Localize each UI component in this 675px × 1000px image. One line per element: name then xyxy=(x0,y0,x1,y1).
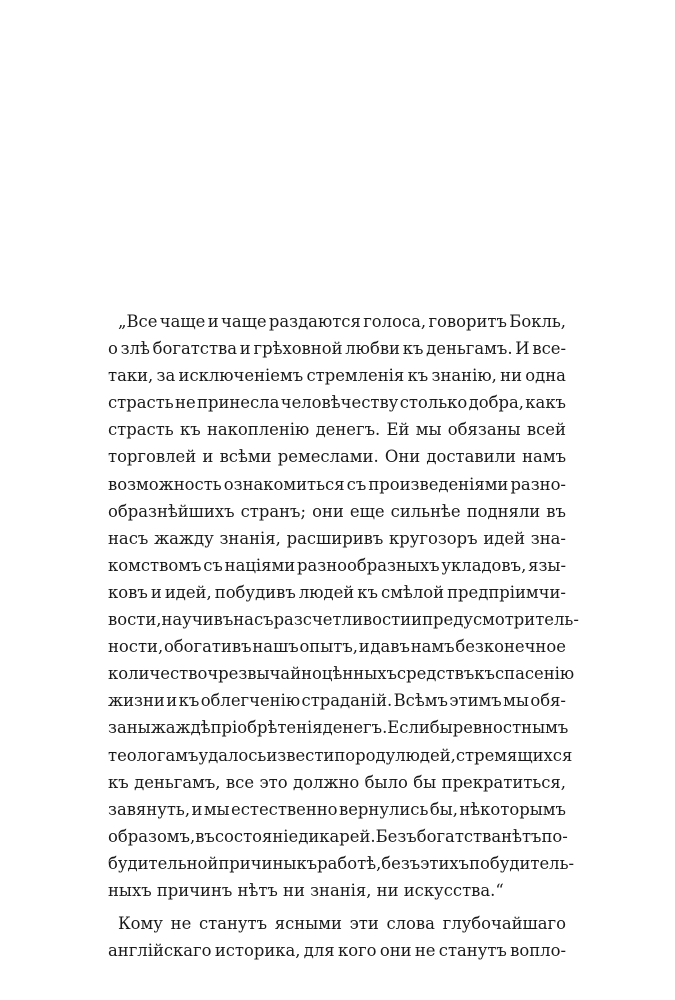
word: „Все xyxy=(118,312,158,331)
word: торговлей xyxy=(108,447,197,467)
word: для xyxy=(303,941,335,961)
word: чаще xyxy=(220,312,267,331)
word: не xyxy=(414,941,436,961)
word: не xyxy=(170,914,192,934)
word: жаждѣ xyxy=(150,718,211,738)
word: денегъ. xyxy=(315,420,381,440)
word: должно xyxy=(293,772,360,792)
word: столько xyxy=(399,393,468,413)
word: къ xyxy=(407,366,429,386)
word: и xyxy=(239,339,251,359)
word: людей, xyxy=(395,745,456,765)
word: станутъ xyxy=(438,941,507,961)
word: мы xyxy=(503,691,529,711)
word: намъ xyxy=(522,447,566,467)
text-line xyxy=(108,633,566,660)
word: къ xyxy=(178,691,200,711)
word: укладовъ, xyxy=(441,555,527,575)
word: всѣми xyxy=(219,447,272,467)
word: нашъ xyxy=(252,637,299,657)
word: опытъ, xyxy=(299,637,358,657)
word: вости, xyxy=(108,610,162,630)
text-line xyxy=(108,443,566,470)
word: исключеніемъ xyxy=(178,366,304,386)
word: и xyxy=(166,691,178,711)
word: побудитель- xyxy=(469,853,575,873)
word: ковъ xyxy=(108,582,148,602)
text-line xyxy=(108,525,566,552)
text-line xyxy=(108,362,566,389)
text-line xyxy=(108,742,573,769)
word: теологамъ xyxy=(108,745,199,765)
word: бы xyxy=(413,772,437,792)
word: разнообразныхъ xyxy=(296,555,440,575)
word: бы xyxy=(429,718,453,738)
word: и xyxy=(202,447,214,467)
word: ревностнымъ xyxy=(452,718,569,738)
word: страданій. xyxy=(301,691,393,711)
word: странъ; xyxy=(240,501,306,521)
word: безконечное xyxy=(455,637,566,657)
word: глубочайшаго xyxy=(442,914,566,934)
word: стремящихся xyxy=(455,745,573,765)
word: за xyxy=(156,366,176,386)
text-line xyxy=(108,498,566,525)
word: эти xyxy=(349,914,379,934)
word: образнѣйшихъ xyxy=(108,501,235,521)
word: средствъ xyxy=(396,664,475,684)
text-line xyxy=(108,769,566,796)
word: ности, xyxy=(108,637,164,657)
word: предпріимчи- xyxy=(447,582,566,602)
word: произведеніями xyxy=(368,474,509,494)
word: обя- xyxy=(530,691,566,711)
word: разно- xyxy=(510,474,566,494)
word: націями xyxy=(224,555,296,575)
word: злѣ xyxy=(120,339,150,359)
body-text xyxy=(108,308,579,964)
word: одна xyxy=(525,366,566,386)
word: Если xyxy=(387,718,430,738)
word: будительной xyxy=(108,853,219,873)
word: облегченію xyxy=(200,691,301,711)
word: мы xyxy=(203,799,230,819)
word: жажду xyxy=(154,528,214,548)
word: англійскаго xyxy=(108,941,212,961)
text-line xyxy=(108,937,566,964)
word: стремленія xyxy=(306,366,405,386)
word: смѣлой xyxy=(381,582,445,602)
word: говоритъ xyxy=(428,312,507,331)
word: чаще xyxy=(159,312,206,331)
word: все xyxy=(225,772,255,792)
word: вопло- xyxy=(510,941,566,961)
word: намъ xyxy=(410,637,455,657)
word: любви xyxy=(345,339,400,359)
word: жизни xyxy=(108,691,165,711)
word: спасенію xyxy=(494,664,575,684)
word: кого xyxy=(337,941,377,961)
word: голоса, xyxy=(363,312,427,331)
word: пріобрѣтенія xyxy=(210,718,323,738)
word: слова xyxy=(386,914,435,934)
word: возможность xyxy=(108,474,222,494)
word: нѣкоторымъ xyxy=(459,799,566,819)
word: бы, xyxy=(429,799,458,819)
word: этихъ xyxy=(420,853,470,873)
text-line xyxy=(108,552,566,579)
text-line xyxy=(108,471,566,498)
word: Всѣмъ xyxy=(393,691,448,711)
text-line: ныхъ причинъ нѣтъ ни знанія, ни искусства.“ xyxy=(108,880,504,900)
word: ремеслами. xyxy=(277,447,379,467)
text-line xyxy=(108,308,566,335)
word: и xyxy=(207,312,219,331)
text-line xyxy=(108,687,566,714)
word: и xyxy=(191,799,203,819)
word: разсчетливости xyxy=(273,610,412,630)
word: это xyxy=(259,772,288,792)
word: насъ xyxy=(108,528,149,548)
word: Они xyxy=(384,447,421,467)
word: добра, xyxy=(468,393,524,413)
text-line xyxy=(108,335,566,362)
word: побудивъ xyxy=(214,582,296,602)
word: знанія, xyxy=(219,528,281,548)
paragraph-1 xyxy=(108,308,579,904)
word: мы xyxy=(415,420,442,440)
word: заны xyxy=(108,718,151,738)
word: съ xyxy=(346,474,367,494)
word: язы- xyxy=(528,555,566,575)
word: въ xyxy=(546,501,566,521)
word: еще xyxy=(349,501,385,521)
word: И xyxy=(515,339,530,359)
word: вернулись xyxy=(338,799,429,819)
word: станутъ xyxy=(198,914,268,934)
word: цѣнныхъ xyxy=(321,664,397,684)
word: къ xyxy=(402,339,424,359)
word: комствомъ xyxy=(108,555,202,575)
word: историка, xyxy=(214,941,301,961)
word: къ xyxy=(108,772,129,792)
word: и xyxy=(150,582,162,602)
word: грѣховной xyxy=(253,339,343,359)
text-line xyxy=(108,823,566,850)
word: этимъ xyxy=(449,691,502,711)
word: все- xyxy=(532,339,566,359)
text-line xyxy=(108,389,566,416)
word: предусмотритель- xyxy=(422,610,579,630)
word: они xyxy=(379,941,412,961)
word: удалось xyxy=(198,745,267,765)
word: страсть xyxy=(108,420,174,440)
word: идей, xyxy=(164,582,212,602)
word: въ xyxy=(195,826,215,846)
word: раздаются xyxy=(268,312,361,331)
word: деньгамъ, xyxy=(134,772,221,792)
text-line xyxy=(108,579,566,606)
word: знанію, xyxy=(431,366,497,386)
word: чрезвычайно xyxy=(207,664,322,684)
word: образомъ, xyxy=(108,826,196,846)
word: нѣтъ xyxy=(501,826,542,846)
word: къ xyxy=(357,582,378,602)
word: принесла xyxy=(197,393,280,413)
word: Безъ xyxy=(375,826,417,846)
word: богатства xyxy=(152,339,238,359)
word: завянуть, xyxy=(108,799,191,819)
word: къ xyxy=(474,664,495,684)
word: не xyxy=(175,393,196,413)
word: идей xyxy=(483,528,526,548)
word: ни xyxy=(500,366,522,386)
word: съ xyxy=(203,555,223,575)
word: Ей xyxy=(386,420,410,440)
text-line xyxy=(108,606,579,633)
word: обязаны xyxy=(447,420,521,440)
text-line xyxy=(108,660,575,687)
text-line xyxy=(108,796,566,823)
word: количество xyxy=(108,664,208,684)
word: состояніе xyxy=(214,826,299,846)
word: безъ xyxy=(381,853,421,873)
word: всей xyxy=(526,420,566,440)
word: накопленію xyxy=(206,420,310,440)
word: давъ xyxy=(370,637,410,657)
word: естественно xyxy=(231,799,338,819)
word: людей xyxy=(298,582,355,602)
word: прекратиться, xyxy=(441,772,566,792)
word: о xyxy=(108,339,118,359)
word: научивъ xyxy=(161,610,234,630)
word: расширивъ xyxy=(286,528,384,548)
word: страсть xyxy=(108,393,174,413)
word: и xyxy=(411,610,423,630)
word: подняли xyxy=(466,501,541,521)
word: ознакомиться xyxy=(223,474,345,494)
word: къ xyxy=(296,853,318,873)
word: причины xyxy=(218,853,297,873)
word: извести xyxy=(266,745,335,765)
word: обогативъ xyxy=(163,637,252,657)
word: денегъ. xyxy=(322,718,388,738)
word: богатства xyxy=(416,826,502,846)
word: дикарей. xyxy=(298,826,376,846)
text-line xyxy=(108,910,566,937)
word: какъ xyxy=(525,393,566,413)
word: таки, xyxy=(108,366,154,386)
word: по- xyxy=(541,826,568,846)
text-line xyxy=(108,850,575,877)
word: кругозоръ xyxy=(389,528,478,548)
word: зна- xyxy=(530,528,566,548)
word: породу xyxy=(334,745,396,765)
paragraph-2 xyxy=(108,910,566,964)
word: ясными xyxy=(274,914,342,934)
word: было xyxy=(364,772,408,792)
word: деньгамъ. xyxy=(426,339,513,359)
word: насъ xyxy=(233,610,274,630)
word: они xyxy=(312,501,344,521)
word: Кому xyxy=(118,914,163,934)
word: сильнѣе xyxy=(390,501,461,521)
word: человѣчеству xyxy=(280,393,399,413)
word: работѣ, xyxy=(317,853,382,873)
word: къ xyxy=(179,420,201,440)
word: и xyxy=(358,637,370,657)
word: Бокль, xyxy=(509,312,566,331)
text-line xyxy=(108,416,566,443)
word: доставили xyxy=(426,447,516,467)
text-line xyxy=(108,714,569,741)
